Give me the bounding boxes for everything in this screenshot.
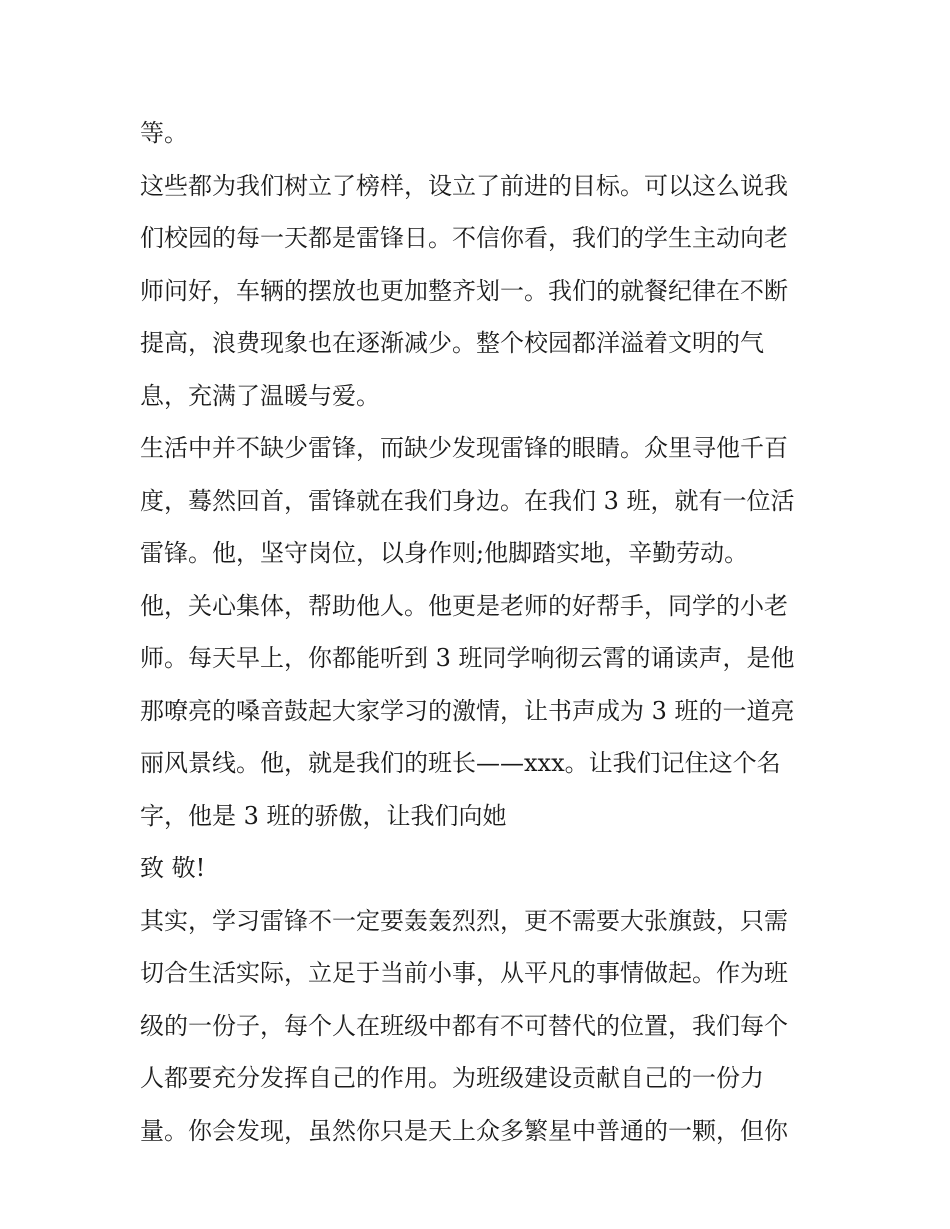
- document-body: [140, 107, 820, 1157]
- text-line: 其实，学习雷锋不一定要轰轰烈烈，更不需要大张旗鼓，只需: [140, 906, 788, 935]
- text-line: 生活中并不缺少雷锋，而缺少发现雷锋的眼睛。众里寻他千百: [140, 434, 788, 462]
- text-line: 量。你会发现，虽然你只是天上众多繁星中普通的一颗，但你: [140, 1116, 788, 1145]
- text-line: 他，关心集体，帮助他人。他更是老师的好帮手，同学的小老: [140, 591, 788, 620]
- text-line: 雷锋。他，坚守岗位，以身作则;他脚踏实地，辛勤劳动。: [140, 539, 749, 567]
- text-line: 丽风景线。他，就是我们的班长——xxx。让我们记住这个名: [140, 749, 781, 777]
- text-line: 这些都为我们树立了榜样，设立了前进的目标。可以这么说我: [140, 171, 788, 200]
- text-line: 提高，浪费现象也在逐渐减少。整个校园都洋溢着文明的气: [140, 329, 764, 357]
- text-line: 切合生活实际，立足于当前小事，从平凡的事情做起。作为班: [140, 959, 788, 987]
- text-line: 们校园的每一天都是雷锋日。不信你看，我们的学生主动向老: [140, 224, 788, 252]
- text-line: 师问好，车辆的摆放也更加整齐划一。我们的就餐纪律在不断: [140, 276, 788, 305]
- text-line: 度，蓦然回首，雷锋就在我们身边。在我们 3 班，就有一位活: [140, 486, 795, 515]
- text-line: 字，他是 3 班的骄傲，让我们向她: [140, 801, 507, 830]
- text-line: 息，充满了温暖与爱。: [140, 381, 380, 410]
- text-line: 致 敬!: [140, 854, 206, 882]
- text-line: 人都要充分发挥自己的作用。为班级建设贡献自己的一份力: [140, 1064, 764, 1092]
- text-line: 级的一份子，每个人在班级中都有不可替代的位置，我们每个: [140, 1011, 788, 1040]
- text-line: 那嘹亮的嗓音鼓起大家学习的激情，让书声成为 3 班的一道亮: [140, 696, 795, 725]
- text-line: 等。: [140, 119, 188, 147]
- text-line: 师。每天早上，你都能听到 3 班同学响彻云霄的诵读声，是他: [140, 644, 795, 672]
